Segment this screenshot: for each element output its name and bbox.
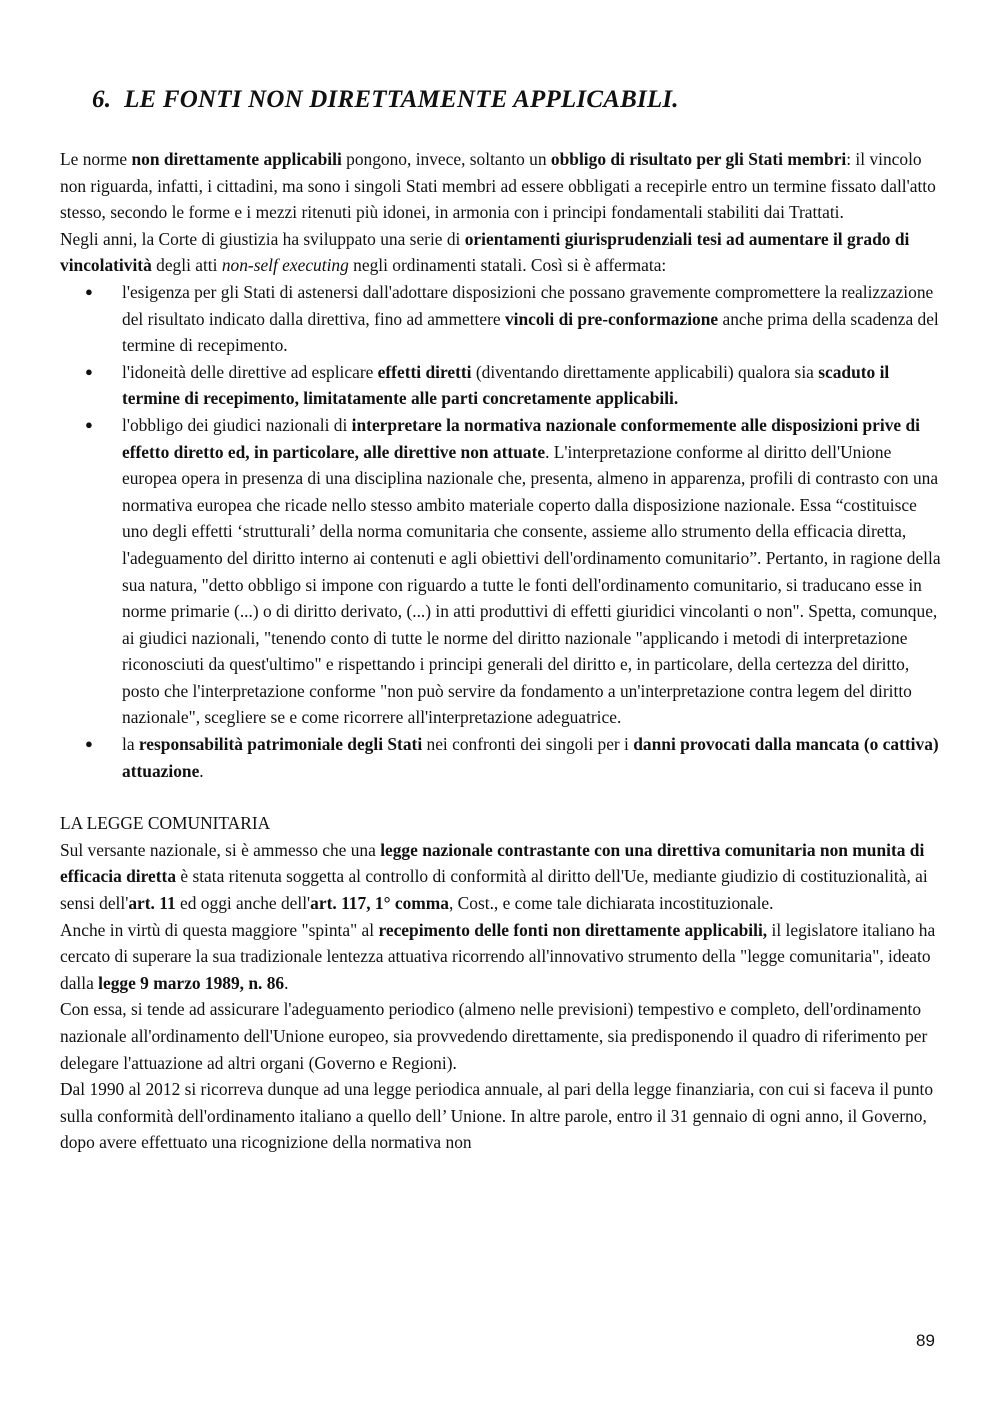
paragraph: Sul versante nazionale, si è ammesso che una legge nazionale contrastante con una direttiva comunitaria non munita di efficacia diretta è stata ritenuta soggetta al controllo di conformità al diritto dell'Ue, mediante giudizio di costituzionalità, ai sensi dell'art. 11 ed oggi anche dell'art. 117, 1° comma, Cost., e come tale dichiarata incostituzionale.: [60, 839, 928, 914]
bullet-item: [60, 359, 945, 412]
bullet-icon: ●: [85, 416, 93, 432]
section-number: 6.: [92, 86, 112, 113]
bullet-icon: ●: [85, 363, 93, 379]
subsection-heading: LA LEGGE COMUNITARIA: [60, 813, 271, 834]
bullet-icon: ●: [85, 283, 93, 299]
bullet-icon: ●: [85, 736, 93, 752]
bullet-text: l'obbligo dei giudici nazionali di interpretare la normativa nazionale conformemente alle disposizioni prive di effetto diretto ed, in particolare, alle direttive non attuate. L'interpretazione conforme al diritto dell'Unione europea opera in presenza di una disciplina nazionale che, presenta, almeno in apparenza, profili di contrasto con una normativa europea che ricade nello stesso ambito materiale coperto dalla disposizione nazionale. Essa “costituisce uno degli effetti ‘strutturali’ della norma comunitaria che consente, assieme allo strumento della efficacia diretta, l'adeguamento del diritto interno ai contenuti e agli obiettivi dell'ordinamento comunitario”. Pertanto, in ragione della sua natura, "detto obbligo si impone con riguardo a tutte le fonti dell'ordinamento comunitario, si traducano esse in norme primarie (...) o di diritto derivato, (...) in atti produttivi di effetti giuridici vincolanti o non". Spetta, comunque, ai giudici nazionali, "tenendo conto di tutte le norme del diritto nazionale "applicando i metodi di interpretazione riconosciuti da quest'ultimo" e rispettando i principi generali del diritto e, in particolare, della certezza del diritto, posto che l'interpretazione conforme "non può servire da fondamento a un'interpretazione contra legem del diritto nazionale", scegliere se e come ricorrere all'interpretazione adeguatrice.: [122, 414, 941, 728]
bullet-item: [60, 279, 945, 359]
bullet-item: [60, 412, 945, 731]
paragraph: Dal 1990 al 2012 si ricorreva dunque ad una legge periodica annuale, al pari della legge finanziaria, con cui si faceva il punto sulla conformità dell'ordinamento italiano a quello dell’ Unione. In altre parole, entro il 31 gennaio di ogni anno, il Governo, dopo avere effettuato una ricognizione della normativa non: [60, 1079, 934, 1153]
section-title: LE FONTI NON DIRETTAMENTE APPLICABILI.: [124, 86, 679, 113]
bullet-item: [60, 731, 945, 784]
section-heading: [92, 86, 679, 114]
bullet-list: [60, 279, 945, 784]
body-text: [60, 146, 945, 1156]
bullet-text: l'esigenza per gli Stati di astenersi dall'adottare disposizioni che possano gravemente compromettere la realizzazione del risultato indicato dalla direttiva, fino ad ammettere vincoli di pre-conformazione anche prima della scadenza del termine di recepimento.: [122, 281, 939, 356]
page-number: 89: [916, 1331, 935, 1350]
paragraph: Anche in virtù di questa maggiore "spinta" al recepimento delle fonti non direttamente applicabili, il legislatore italiano ha cercato di superare la sua tradizionale lentezza attuativa ricorrendo all'innovativo strumento della "legge comunitaria", ideato dalla legge 9 marzo 1989, n. 86.: [60, 919, 936, 993]
paragraph: Con essa, si tende ad assicurare l'adeguamento periodico (almeno nelle previsioni) tempestivo e completo, dell'ordinamento nazionale all'ordinamento dell'Unione europeo, sia provvedendo direttamente, sia predisponendo il quadro di riferimento per delegare l'attuazione ad altri organi (Governo e Regioni).: [60, 999, 928, 1073]
bullet-text: l'idoneità delle direttive ad esplicare effetti diretti (diventando direttamente applicabili) qualora sia scaduto il termine di recepimento, limitatamente alle parti concretamente applicabili.: [122, 361, 890, 409]
spacer: [60, 784, 945, 810]
bullet-text: la responsabilità patrimoniale degli Stati nei confronti dei singoli per i danni provocati dalla mancata (o cattiva) attuazione.: [122, 734, 939, 781]
paragraph: Le norme non direttamente applicabili pongono, invece, soltanto un obbligo di risultato per gli Stati membri: il vincolo non riguarda, infatti, i cittadini, ma sono i singoli Stati membri ad essere obbligati a recepirle entro un termine fissato dall'atto stesso, secondo le forme e i mezzi ritenuti più idonei, in armonia con i principi fondamentali stabiliti dai Trattati.: [60, 149, 936, 223]
paragraph: Negli anni, la Corte di giustizia ha sviluppato una serie di orientamenti giurisprudenziali tesi ad aumentare il grado di vincolatività degli atti non-self executing negli ordinamenti statali. Così si è affermata:: [60, 228, 910, 276]
